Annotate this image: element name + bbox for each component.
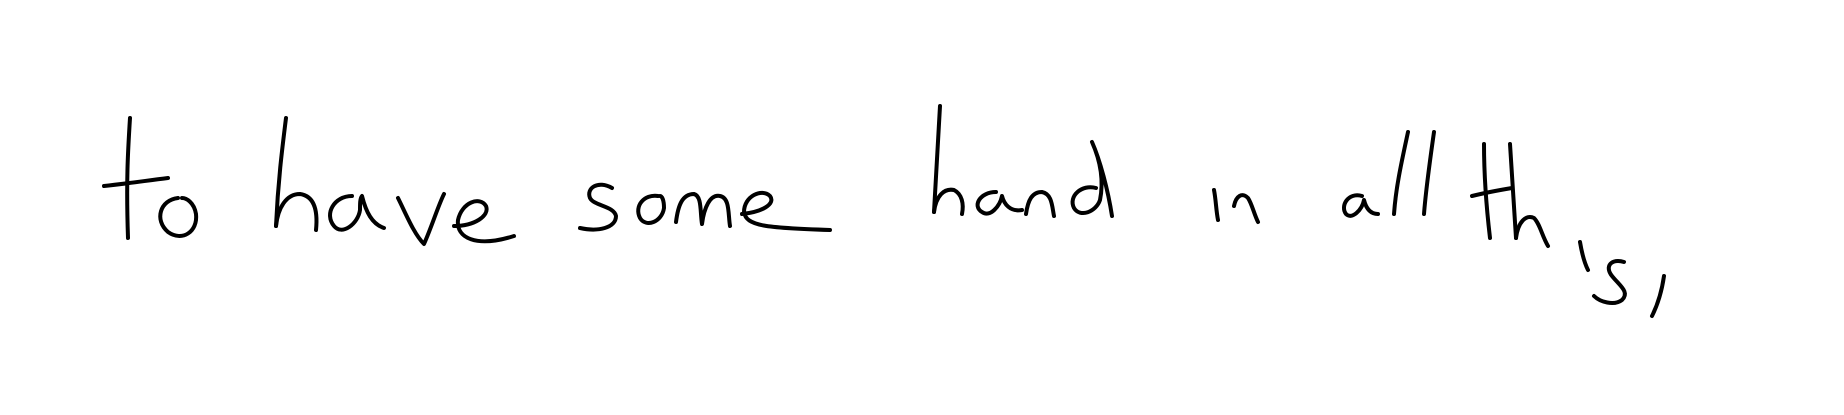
word-to [104, 118, 196, 238]
word-some [580, 185, 830, 230]
word-hand [934, 106, 1112, 216]
word-in [1214, 190, 1258, 222]
word-have [276, 118, 514, 244]
word-this [1472, 144, 1664, 316]
word-all [1344, 132, 1434, 216]
